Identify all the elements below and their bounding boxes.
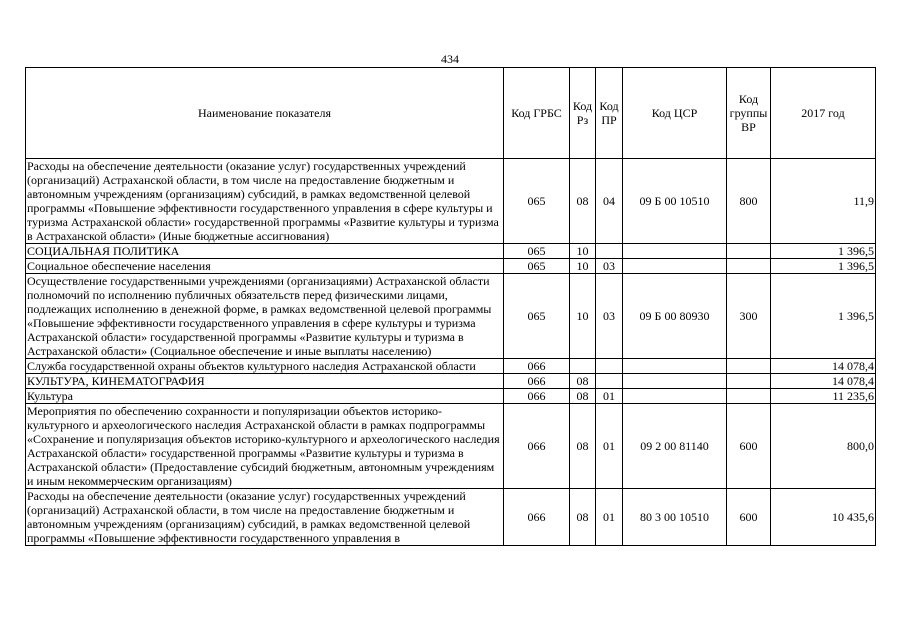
cell-value: 1 396,5 <box>771 259 876 274</box>
cell-value: 11,9 <box>771 159 876 244</box>
table-row <box>26 244 876 259</box>
cell-grbs: 066 <box>504 404 570 489</box>
cell-csr: 09 Б 00 10510 <box>623 159 727 244</box>
cell-name: Социальное обеспечение населения <box>26 259 504 274</box>
header-vr: Код группы ВР <box>727 68 771 159</box>
cell-pr <box>596 359 623 374</box>
cell-vr: 800 <box>727 159 771 244</box>
cell-vr <box>727 259 771 274</box>
cell-grbs: 066 <box>504 359 570 374</box>
cell-grbs: 066 <box>504 389 570 404</box>
cell-vr <box>727 389 771 404</box>
table-row <box>26 404 876 489</box>
cell-rz: 10 <box>570 259 596 274</box>
budget-table <box>25 67 876 546</box>
cell-vr <box>727 244 771 259</box>
cell-grbs: 065 <box>504 159 570 244</box>
table-row <box>26 359 876 374</box>
cell-vr <box>727 359 771 374</box>
cell-value: 800,0 <box>771 404 876 489</box>
cell-pr: 01 <box>596 389 623 404</box>
cell-rz: 10 <box>570 274 596 359</box>
header-name: Наименование показателя <box>26 68 504 159</box>
cell-csr <box>623 359 727 374</box>
cell-value: 14 078,4 <box>771 374 876 389</box>
cell-grbs: 065 <box>504 244 570 259</box>
header-pr: Код ПР <box>596 68 623 159</box>
header-row <box>26 68 876 159</box>
cell-vr: 300 <box>727 274 771 359</box>
cell-grbs: 066 <box>504 374 570 389</box>
cell-csr: 80 3 00 10510 <box>623 489 727 546</box>
cell-vr <box>727 374 771 389</box>
table-row <box>26 489 876 546</box>
cell-rz: 10 <box>570 244 596 259</box>
cell-pr: 01 <box>596 404 623 489</box>
cell-pr: 03 <box>596 274 623 359</box>
header-rz: Код Рз <box>570 68 596 159</box>
cell-grbs: 066 <box>504 489 570 546</box>
cell-value: 1 396,5 <box>771 244 876 259</box>
cell-grbs: 065 <box>504 274 570 359</box>
table-row <box>26 159 876 244</box>
cell-name: Служба государственной охраны объектов культурного наследия Астраханской области <box>26 359 504 374</box>
cell-pr: 01 <box>596 489 623 546</box>
cell-rz: 08 <box>570 159 596 244</box>
cell-name: Осуществление государственными учреждениями (организациями) Астраханской области полномочий по исполнению публичных обязательств перед физическими лицами, подлежащих исполнению в денежной форме, в рамках ведомственной целевой программы «Повышение эффективности государственного управления в сфере культуры и туризма Астраханской области» государственной программы «Развитие культуры и туризма в Астраханской области» (Социальное обеспечение и иные выплаты населению) <box>26 274 504 359</box>
header-grbs: Код ГРБС <box>504 68 570 159</box>
cell-name: Мероприятия по обеспечению сохранности и популяризации объектов историко-культурного и археологического наследия Астраханской области в рамках подпрограммы «Сохранение и популяризация объектов историко-культурного и археологического наследия Астраханской области» государственной программы «Развитие культуры и туризма в Астраханской области» (Предоставление субсидий бюджетным, автономным учреждениям и иным некоммерческим организациям) <box>26 404 504 489</box>
cell-rz: 08 <box>570 489 596 546</box>
cell-csr: 09 Б 00 80930 <box>623 274 727 359</box>
cell-name: Культура <box>26 389 504 404</box>
cell-name: КУЛЬТУРА, КИНЕМАТОГРАФИЯ <box>26 374 504 389</box>
cell-rz: 08 <box>570 389 596 404</box>
cell-value: 11 235,6 <box>771 389 876 404</box>
table-row <box>26 389 876 404</box>
cell-vr: 600 <box>727 489 771 546</box>
header-csr: Код ЦСР <box>623 68 727 159</box>
table-row <box>26 259 876 274</box>
cell-name: СОЦИАЛЬНАЯ ПОЛИТИКА <box>26 244 504 259</box>
cell-rz: 08 <box>570 404 596 489</box>
cell-csr <box>623 389 727 404</box>
cell-name: Расходы на обеспечение деятельности (оказание услуг) государственных учреждений (организаций) Астраханской области, в том числе на предоставление бюджетным и автономным учреждениям (организациям) субсидий, в рамках ведомственной целевой программы «Повышение эффективности государственного управления в <box>26 489 504 546</box>
cell-name: Расходы на обеспечение деятельности (оказание услуг) государственных учреждений (организаций) Астраханской области, в том числе на предоставление бюджетным и автономным учреждениям (организациям) субсидий, в рамках ведомственной целевой программы «Повышение эффективности государственного управления в сфере культуры и туризма Астраханской области» государственной программы «Развитие культуры и туризма в Астраханской области» (Иные бюджетные ассигнования) <box>26 159 504 244</box>
cell-pr: 03 <box>596 259 623 274</box>
cell-pr <box>596 244 623 259</box>
cell-rz <box>570 359 596 374</box>
page-number: 434 <box>441 52 459 66</box>
cell-csr <box>623 259 727 274</box>
cell-value: 1 396,5 <box>771 274 876 359</box>
cell-value: 10 435,6 <box>771 489 876 546</box>
cell-csr <box>623 244 727 259</box>
cell-csr: 09 2 00 81140 <box>623 404 727 489</box>
table-row <box>26 374 876 389</box>
cell-pr: 04 <box>596 159 623 244</box>
header-year: 2017 год <box>771 68 876 159</box>
cell-rz: 08 <box>570 374 596 389</box>
cell-value: 14 078,4 <box>771 359 876 374</box>
cell-grbs: 065 <box>504 259 570 274</box>
cell-vr: 600 <box>727 404 771 489</box>
table-row <box>26 274 876 359</box>
cell-pr <box>596 374 623 389</box>
cell-csr <box>623 374 727 389</box>
